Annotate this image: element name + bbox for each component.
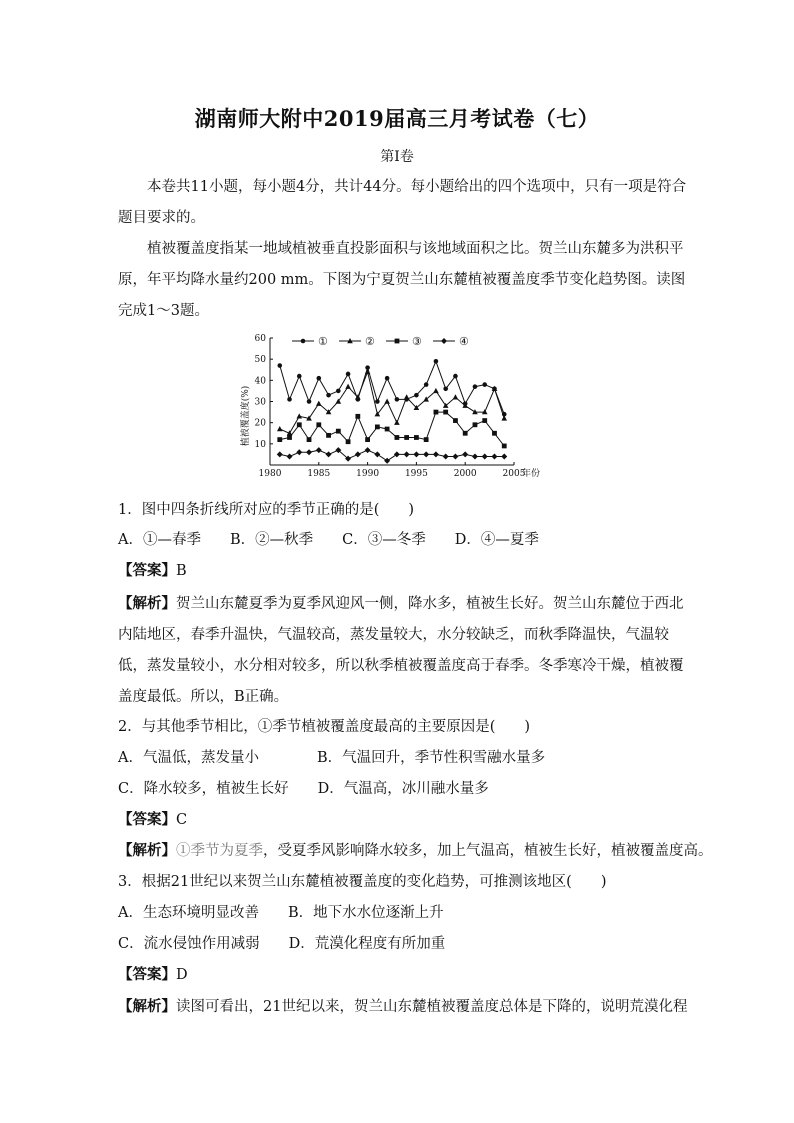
series-4-point bbox=[413, 451, 419, 457]
series-1-point bbox=[434, 359, 439, 364]
series-1-point bbox=[395, 397, 400, 402]
x-tick-label: 1985 bbox=[307, 469, 331, 479]
analysis-label: 【解析】 bbox=[118, 842, 176, 859]
series-line-3 bbox=[280, 412, 504, 446]
series-2-point bbox=[296, 413, 302, 418]
analysis-text: 读图可看出，21世纪以来，贺兰山东麓植被覆盖度总体是下降的，说明荒漠化程 bbox=[176, 999, 688, 1015]
series-3-point bbox=[365, 437, 370, 442]
series-1-point bbox=[287, 397, 292, 402]
q2-answer bbox=[118, 810, 718, 830]
series-4-point bbox=[472, 454, 478, 460]
chart-ticks bbox=[255, 334, 540, 479]
q1-stem: 1．图中四条折线所对应的季节正确的是( ) bbox=[118, 502, 415, 518]
series-4-point bbox=[306, 449, 312, 455]
x-tick-label: 2000 bbox=[453, 469, 477, 479]
series-3-point bbox=[453, 418, 458, 423]
x-tick-label: 1980 bbox=[258, 469, 282, 479]
analysis-label: 【解析】 bbox=[118, 595, 176, 612]
series-2-point bbox=[453, 394, 459, 399]
x-tick-label: 1990 bbox=[356, 469, 380, 479]
series-4-point bbox=[452, 454, 458, 460]
series-3-point bbox=[424, 437, 429, 442]
series-3-point bbox=[492, 431, 497, 436]
series-3-point bbox=[287, 435, 292, 440]
q1-analysis bbox=[118, 588, 688, 713]
x-tick-label: 2005 bbox=[502, 469, 526, 479]
y-tick-label: 40 bbox=[254, 376, 266, 387]
chart-axes bbox=[270, 338, 514, 465]
series-4-point bbox=[277, 451, 283, 457]
series-3-point bbox=[473, 422, 478, 427]
series-3-point bbox=[355, 414, 360, 419]
answer-value: C bbox=[176, 812, 188, 828]
series-1-point bbox=[277, 363, 282, 368]
y-tick-label: 30 bbox=[254, 397, 266, 408]
series-4-point bbox=[433, 451, 439, 457]
series-4-point bbox=[374, 451, 380, 457]
q3-options-line2: C．流水侵蚀作用减弱 D．荒漠化程度有所加重 bbox=[118, 936, 446, 952]
series-3-point bbox=[443, 410, 448, 415]
series-3-point bbox=[375, 425, 380, 430]
y-tick-label: 20 bbox=[254, 418, 266, 429]
series-1-point bbox=[443, 387, 448, 392]
series-3-point bbox=[502, 444, 507, 449]
y-tick-label: 60 bbox=[254, 334, 266, 344]
y-tick-label: 50 bbox=[254, 355, 266, 366]
series-1-point bbox=[473, 384, 478, 389]
answer-label: 【答案】 bbox=[118, 811, 176, 828]
series-4-point bbox=[482, 454, 488, 460]
series-1-point bbox=[307, 399, 312, 404]
chart-plot bbox=[277, 359, 507, 464]
series-3-point bbox=[414, 435, 419, 440]
series-1-point bbox=[385, 376, 390, 381]
series-2-point bbox=[365, 369, 371, 374]
series-4-point bbox=[491, 454, 497, 460]
series-1-point bbox=[482, 382, 487, 387]
analysis-faded-text: ①季节为夏季 bbox=[176, 843, 263, 859]
x-tick-label: 1995 bbox=[404, 469, 428, 479]
series-3-point bbox=[463, 431, 468, 436]
series-3-point bbox=[297, 422, 302, 427]
series-3-point bbox=[385, 427, 390, 432]
analysis-text: 贺兰山东麓夏季为夏季风迎风一侧，降水多，植被生长好。贺兰山东麓位于西北内陆地区，春季升温快，气温较高，蒸发量较大，水分较缺乏，而秋季降温快，气温较低，蒸发量较小，水分相对较多，所以秋季植被覆盖度高于春季。冬季寒冷干燥，植被覆盖度最低。所以，B正确。 bbox=[118, 596, 684, 705]
series-4-point bbox=[394, 451, 400, 457]
series-line-4 bbox=[280, 450, 504, 461]
chart-ylabel: 植被覆盖度(%) bbox=[241, 385, 251, 447]
series-2-point bbox=[404, 394, 410, 399]
q3-analysis bbox=[118, 997, 718, 1017]
series-3-point bbox=[394, 435, 399, 440]
series-4-point bbox=[287, 454, 293, 460]
series-3-point bbox=[346, 439, 351, 444]
series-4-point bbox=[365, 447, 371, 453]
series-1-point bbox=[346, 372, 351, 377]
answer-label: 【答案】 bbox=[118, 562, 176, 579]
y-tick-label: 10 bbox=[254, 439, 266, 450]
series-3-point bbox=[326, 433, 331, 438]
legend-marker-circle bbox=[301, 339, 306, 344]
legend-label: ④ bbox=[459, 335, 469, 348]
analysis-text: ，受夏季风影响降水较多，加上气温高，植被生长好，植被覆盖度高。 bbox=[263, 843, 713, 859]
context-paragraph: 植被覆盖度指某一地域植被垂直投影面积与该地域面积之比。贺兰山东麓多为洪积平原，年平均降水量约200 mm。下图为宁夏贺兰山东麓植被覆盖度季节变化趋势图。读图完成1～3题。 bbox=[118, 241, 686, 319]
series-1-point bbox=[317, 376, 322, 381]
q3-stem: 3．根据21世纪以来贺兰山东麓植被覆盖度的变化趋势，可推测该地区( ) bbox=[118, 874, 607, 890]
q2-options-line1: A．气温低，蒸发量小 B．气温回升，季节性积雪融水量多 bbox=[118, 750, 546, 766]
q2-options-line2: C．降水较多，植被生长好 D．气温高，冰川融水量多 bbox=[118, 781, 489, 797]
series-4-point bbox=[316, 447, 322, 453]
q3-answer bbox=[118, 965, 718, 985]
series-4-point bbox=[355, 451, 361, 457]
series-line-2 bbox=[280, 372, 504, 433]
series-3-point bbox=[434, 410, 439, 415]
section-subtitle: 第Ⅰ卷 bbox=[380, 149, 414, 165]
legend-label: ① bbox=[318, 335, 328, 348]
series-2-point bbox=[394, 420, 400, 425]
series-3-point bbox=[336, 429, 341, 434]
answer-label: 【答案】 bbox=[118, 966, 176, 983]
legend-marker-diamond bbox=[441, 338, 447, 344]
legend-label: ② bbox=[365, 335, 375, 348]
series-3-point bbox=[277, 437, 282, 442]
legend-label: ③ bbox=[412, 335, 422, 348]
series-3-point bbox=[307, 437, 312, 442]
series-4-point bbox=[443, 454, 449, 460]
series-3-point bbox=[316, 422, 321, 427]
series-1-point bbox=[297, 374, 302, 379]
page-title: 湖南师大附中2019届高三月考试卷（七） bbox=[194, 106, 600, 131]
series-2-point bbox=[433, 388, 439, 393]
series-2-point bbox=[277, 426, 283, 431]
answer-value: B bbox=[176, 563, 187, 579]
vegetation-coverage-chart bbox=[234, 330, 564, 490]
q2-analysis bbox=[118, 841, 718, 861]
series-1-point bbox=[414, 393, 419, 398]
x-axis-label: 年份 bbox=[522, 469, 541, 479]
series-2-point bbox=[316, 401, 322, 406]
series-4-point bbox=[404, 451, 410, 457]
q2-stem: 2．与其他季节相比，①季节植被覆盖度最高的主要原因是( ) bbox=[118, 719, 531, 735]
series-1-point bbox=[375, 399, 380, 404]
series-4-point bbox=[384, 458, 390, 464]
series-4-point bbox=[296, 449, 302, 455]
series-2-point bbox=[501, 415, 507, 420]
series-2-point bbox=[384, 399, 390, 404]
series-4-point bbox=[462, 451, 468, 457]
series-1-point bbox=[424, 382, 429, 387]
answer-value: D bbox=[176, 967, 188, 983]
series-4-point bbox=[423, 451, 429, 457]
intro-paragraph: 本卷共11小题，每小题4分，共计44分。每小题给出的四个选项中，只有一项是符合题目要求的。 bbox=[118, 179, 687, 226]
q1-options: A．①—春季 B．②—秋季 C．③—冬季 D．④—夏季 bbox=[118, 532, 539, 548]
series-4-point bbox=[326, 451, 332, 457]
series-2-point bbox=[345, 384, 351, 389]
series-3-point bbox=[404, 435, 409, 440]
series-1-point bbox=[453, 374, 458, 379]
series-3-point bbox=[482, 418, 487, 423]
series-1-point bbox=[336, 389, 341, 394]
analysis-label: 【解析】 bbox=[118, 998, 176, 1015]
series-line-1 bbox=[280, 361, 504, 414]
series-1-point bbox=[326, 393, 331, 398]
legend-marker-square bbox=[395, 339, 400, 344]
q3-options-line1: A．生态环境明显改善 B．地下水水位逐渐上升 bbox=[118, 905, 444, 921]
chart-legend bbox=[292, 335, 469, 348]
q1-answer bbox=[118, 561, 718, 581]
series-4-point bbox=[501, 454, 507, 460]
